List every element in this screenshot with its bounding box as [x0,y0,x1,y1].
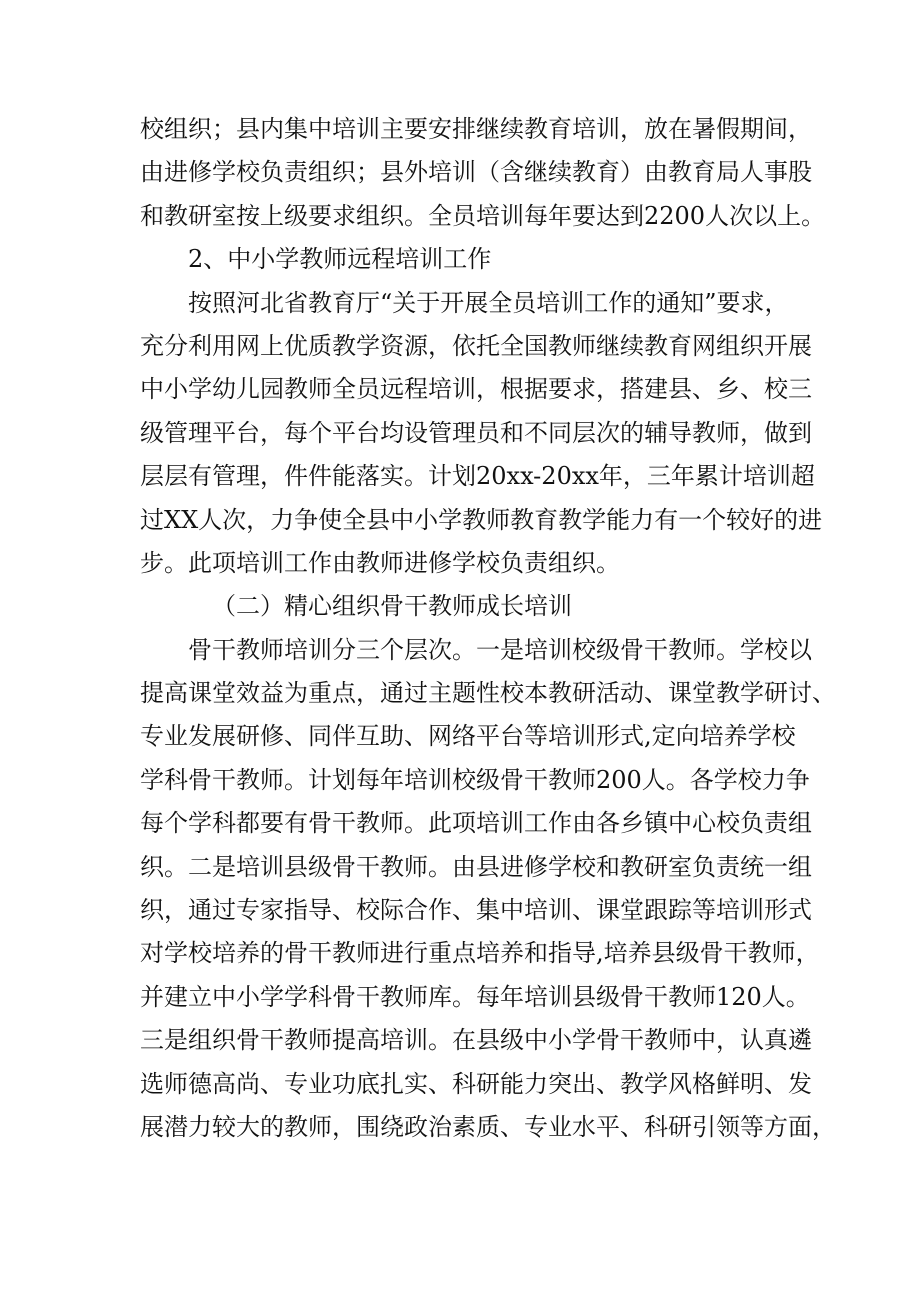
paragraph-first-line: 按照河北省教育厅“关于开展全员培训工作的通知”要求， [188,288,789,317]
text-line: 充分利用网上优质教学资源，依托全国教师继续教育网组织开展 [140,331,812,360]
text-line: 并建立中小学学科骨干教师库。每年培训县级骨干教师120人。 [140,982,810,1011]
text-line: 专业发展研修、同伴互助、网络平台等培训形式,定向培养学校 [140,722,796,751]
text-line: 级管理平台，每个平台均设管理员和不同层次的辅导教师，做到 [140,418,812,447]
text-line: 三是组织骨干教师提高培训。在县级中小学骨干教师中，认真遴 [140,1026,812,1055]
section-heading: （二）精心组织骨干教师成长培训 [212,592,572,621]
text-line: 织。二是培训县级骨干教师。由县进修学校和教研室负责统一组 [140,852,812,881]
text-line: 提高课堂效益为重点，通过主题性校本教研活动、课堂教学研讨、 [140,679,836,708]
text-line: 由进修学校负责组织；县外培训（含继续教育）由教育局人事股 [140,158,812,187]
text-line: 选师德高尚、专业功底扎实、科研能力突出、教学风格鲜明、发 [140,1069,812,1098]
subheading: 2、中小学教师远程培训工作 [188,245,492,274]
text-line: 和教研室按上级要求组织。全员培训每年要达到2200人次以上。 [140,201,826,230]
text-line: 层层有管理，件件能落实。计划20xx-20xx年，三年累计培训超 [140,462,815,491]
text-line: 织，通过专家指导、校际合作、集中培训、课堂跟踪等培训形式 [140,896,812,925]
text-line: 步。此项培训工作由教师进修学校负责组织。 [140,548,620,577]
text-line: 中小学幼儿园教师全员远程培训，根据要求，搭建县、乡、校三 [140,375,812,404]
document-body [140,108,836,1149]
text-line: 展潜力较大的教师，围绕政治素质、专业水平、科研引领等方面， [140,1112,836,1141]
text-line: 每个学科都要有骨干教师。此项培训工作由各乡镇中心校负责组 [140,809,812,838]
text-line: 对学校培养的骨干教师进行重点培养和指导,培养县级骨干教师， [140,939,820,968]
text-line: 校组织；县内集中培训主要安排继续教育培训，放在暑假期间， [140,115,812,143]
text-line: 过XX人次，力争使全县中小学教师教育教学能力有一个较好的进 [140,505,823,534]
paragraph-first-line: 骨干教师培训分三个层次。一是培训校级骨干教师。学校以 [188,635,812,664]
text-line: 学科骨干教师。计划每年培训校级骨干教师200人。各学校力争 [140,765,810,794]
